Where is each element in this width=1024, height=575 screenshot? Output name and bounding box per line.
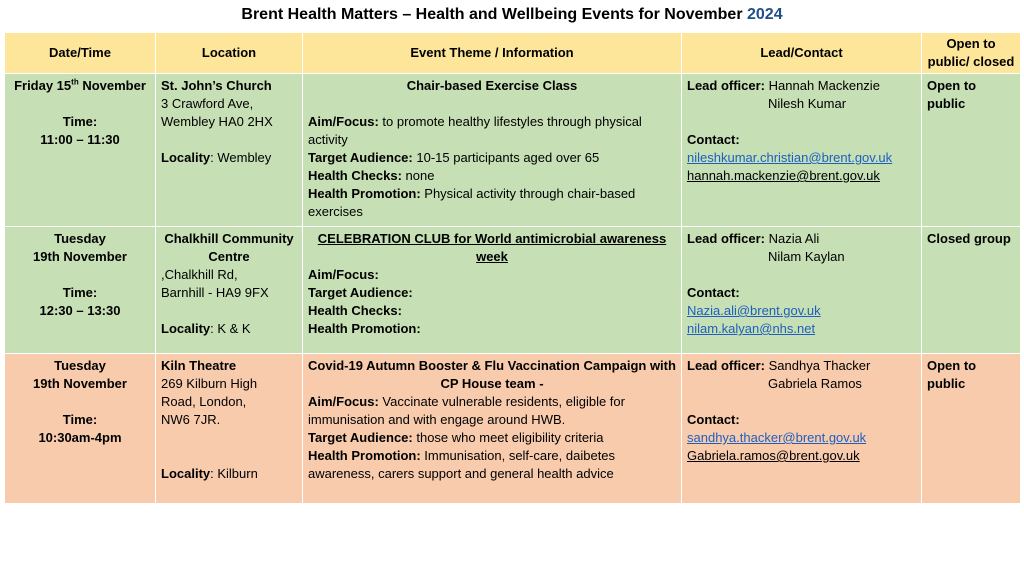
aim-focus: Aim/Focus: Vaccinate vulnerable residents, eligible for immunisation and with engage around HWB. (308, 394, 625, 427)
time-label: Time: (62, 114, 98, 129)
email-link[interactable]: nileshkumar.christian@brent.gov.uk (687, 150, 893, 165)
venue-address: 3 Crawford Ave, (161, 96, 254, 111)
event-time: 10:30am-4pm (38, 430, 122, 445)
theme-cell (303, 74, 682, 227)
header-datetime: Date/Time (5, 33, 156, 74)
venue-name: St. John’s Church (161, 78, 272, 93)
target-audience: Target Audience: (308, 285, 413, 300)
theme-cell (303, 354, 682, 504)
lead-officer-second: Nilesh Kumar (768, 96, 847, 111)
header-row (5, 33, 1021, 74)
email-link[interactable]: Nazia.ali@brent.gov.uk (687, 303, 821, 318)
table-row (5, 354, 1021, 504)
health-checks: Health Checks: none (308, 168, 435, 183)
lead-cell (682, 354, 922, 504)
event-title: Chair-based Exercise Class (406, 78, 578, 93)
event-date: 19th November (33, 376, 127, 391)
open-status: Closed group (922, 227, 1021, 354)
venue-name: Chalkhill Community Centre (164, 231, 294, 264)
aim-focus: Aim/Focus: (308, 267, 379, 282)
header-open: Open to public/ closed (922, 33, 1021, 74)
location-cell (156, 227, 303, 354)
location-cell (156, 354, 303, 504)
event-day: Tuesday (54, 231, 106, 246)
email-link[interactable]: Gabriela.ramos@brent.gov.uk (687, 448, 860, 463)
contact-label: Contact: (687, 285, 740, 300)
venue-address: Barnhill - HA9 9FX (161, 285, 269, 300)
aim-focus: Aim/Focus: to promote healthy lifestyles through physical activity (308, 114, 642, 147)
lead-cell (682, 227, 922, 354)
table-row (5, 74, 1021, 227)
venue-name: Kiln Theatre (161, 358, 237, 373)
title-year: 2024 (747, 6, 783, 23)
event-title: CELEBRATION CLUB for World antimicrobial awareness week (317, 231, 667, 264)
target-audience: Target Audience: 10-15 participants aged over 65 (308, 150, 600, 165)
time-label: Time: (62, 412, 98, 427)
event-title: Covid-19 Autumn Booster & Flu Vaccination Campaign with CP House team - (308, 358, 676, 391)
lead-officer-second: Gabriela Ramos (768, 376, 862, 391)
email-link[interactable]: sandhya.thacker@brent.gov.uk (687, 430, 867, 445)
email-link[interactable]: hannah.mackenzie@brent.gov.uk (687, 168, 880, 183)
events-table (4, 32, 1021, 504)
event-time: 11:00 – 11:30 (40, 132, 120, 147)
event-date: 19th November (33, 249, 127, 264)
lead-officer: Lead officer: Sandhya Thacker (687, 358, 871, 373)
header-lead: Lead/Contact (682, 33, 922, 74)
lead-officer-second: Nilam Kaylan (768, 249, 845, 264)
venue-address: ,Chalkhill Rd, (161, 267, 238, 282)
open-status: Open to public (922, 74, 1021, 227)
theme-cell (303, 227, 682, 354)
locality: Locality: Kilburn (161, 466, 258, 481)
table-row (5, 227, 1021, 354)
event-day: Friday 15th November (14, 77, 146, 93)
header-theme: Event Theme / Information (303, 33, 682, 74)
contact-label: Contact: (687, 412, 740, 427)
locality: Locality: K & K (161, 321, 251, 336)
time-label: Time: (62, 285, 98, 300)
title-main: Brent Health Matters – Health and Wellbeing Events for November (241, 6, 743, 23)
health-promotion: Health Promotion: Physical activity through chair-based exercises (308, 186, 636, 219)
location-cell (156, 74, 303, 227)
venue-address: 269 Kilburn High Road, London, NW6 7JR. (161, 376, 258, 427)
venue-address: Wembley HA0 2HX (161, 114, 273, 129)
event-time: 12:30 – 13:30 (39, 303, 121, 318)
email-link[interactable]: nilam.kalyan@nhs.net (687, 321, 816, 336)
lead-officer: Lead officer: Nazia Ali (687, 231, 820, 246)
target-audience: Target Audience: those who meet eligibility criteria (308, 430, 604, 445)
health-checks: Health Checks: (308, 303, 402, 318)
locality: Locality: Wembley (161, 150, 272, 165)
event-day: Tuesday (54, 358, 106, 373)
lead-officer: Lead officer: Hannah Mackenzie (687, 78, 880, 93)
page-title (0, 6, 1024, 24)
datetime-cell (5, 354, 156, 504)
open-status: Open to public (922, 354, 1021, 504)
health-promotion: Health Promotion: Immunisation, self-care, daibetes awareness, carers support and general health advice (308, 448, 616, 481)
contact-label: Contact: (687, 132, 740, 147)
datetime-cell (5, 227, 156, 354)
datetime-cell (5, 74, 156, 227)
header-location: Location (156, 33, 303, 74)
health-promotion: Health Promotion: (308, 321, 421, 336)
lead-cell (682, 74, 922, 227)
